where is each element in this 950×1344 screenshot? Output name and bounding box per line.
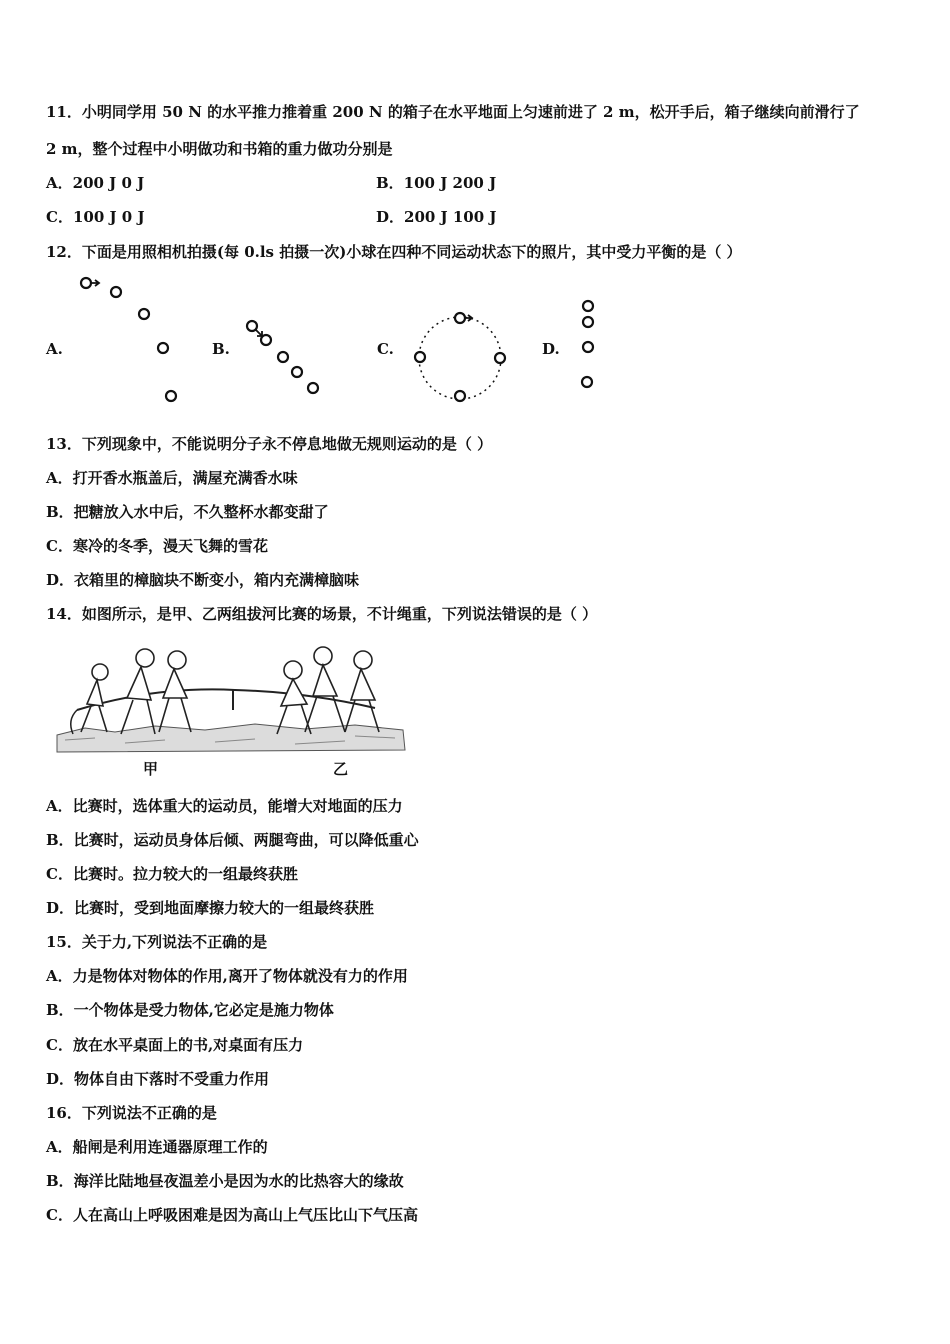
tug-of-war-illustration [55,640,415,780]
figure-b [247,321,318,393]
q14-option-d: D．比赛时，受到地面摩擦力较大的一组最终获胜 [46,899,375,917]
q13-stem: 13．下列现象中，不能说明分子永不停息地做无规则运动的是（ ） [46,435,493,453]
q12-stem: 12．下面是用照相机拍摄(每 0.ls 拍摄一次)小球在四种不同运动状态下的照片，其中受力平衡的是（ ） [46,243,742,261]
q12-motion-figures [40,270,660,410]
figure-d [582,301,593,387]
q12-label-b: B. [212,340,230,358]
q14-option-a: A．比赛时，选体重大的运动员，能增大对地面的压力 [46,797,403,815]
q13-option-b: B．把糖放入水中后，不久整杯水都变甜了 [46,503,329,521]
q14-option-b: B．比赛时，运动员身体后倾、两腿弯曲，可以降低重心 [46,831,419,849]
q15-option-a: A．力是物体对物体的作用,离开了物体就没有力的作用 [46,967,408,985]
q16-option-c: C．人在高山上呼吸困难是因为高山上气压比山下气压高 [46,1206,418,1224]
q15-option-b: B．一个物体是受力物体,它必定是施力物体 [46,1001,334,1019]
q13-option-c: C．寒冷的冬季，漫天飞舞的雪花 [46,537,268,555]
q11-option-c: C．100 J 0 J [46,208,145,226]
q15-stem: 15．关于力,下列说法不正确的是 [46,933,268,951]
q11-stem-line1: 11．小明同学用 50 N 的水平推力推着重 200 N 的箱子在水平地面上匀速前进了 2 m，松开手后，箱子继续向前滑行了 [46,103,860,121]
q12-label-d: D. [542,340,560,358]
q11-stem-line2: 2 m，整个过程中小明做功和书箱的重力做功分别是 [46,140,393,158]
figure-label-yi: 乙 [333,760,349,778]
q11-option-a: A．200 J 0 J [46,174,145,192]
q12-label-c: C. [377,340,394,358]
q15-option-d: D．物体自由下落时不受重力作用 [46,1070,270,1088]
q14-option-c: C．比赛时。拉力较大的一组最终获胜 [46,865,298,883]
q16-stem: 16．下列说法不正确的是 [46,1104,217,1122]
q16-option-a: A．船闸是利用连通器原理工作的 [46,1138,268,1156]
figure-c [415,313,505,401]
q13-option-a: A．打开香水瓶盖后，满屋充满香水味 [46,469,298,487]
q12-label-a: A. [46,340,63,358]
q13-option-d: D．衣箱里的樟脑块不断变小，箱内充满樟脑味 [46,571,360,589]
q16-option-b: B．海洋比陆地昼夜温差小是因为水的比热容大的缘故 [46,1172,404,1190]
q14-stem: 14．如图所示，是甲、乙两组拔河比赛的场景，不计绳重，下列说法错误的是（ ） [46,605,598,623]
q15-option-c: C．放在水平桌面上的书,对桌面有压力 [46,1036,304,1054]
figure-label-jia: 甲 [143,760,159,778]
q11-option-d: D．200 J 100 J [376,208,497,226]
figure-a [81,278,176,401]
q11-option-b: B．100 J 200 J [376,174,497,192]
